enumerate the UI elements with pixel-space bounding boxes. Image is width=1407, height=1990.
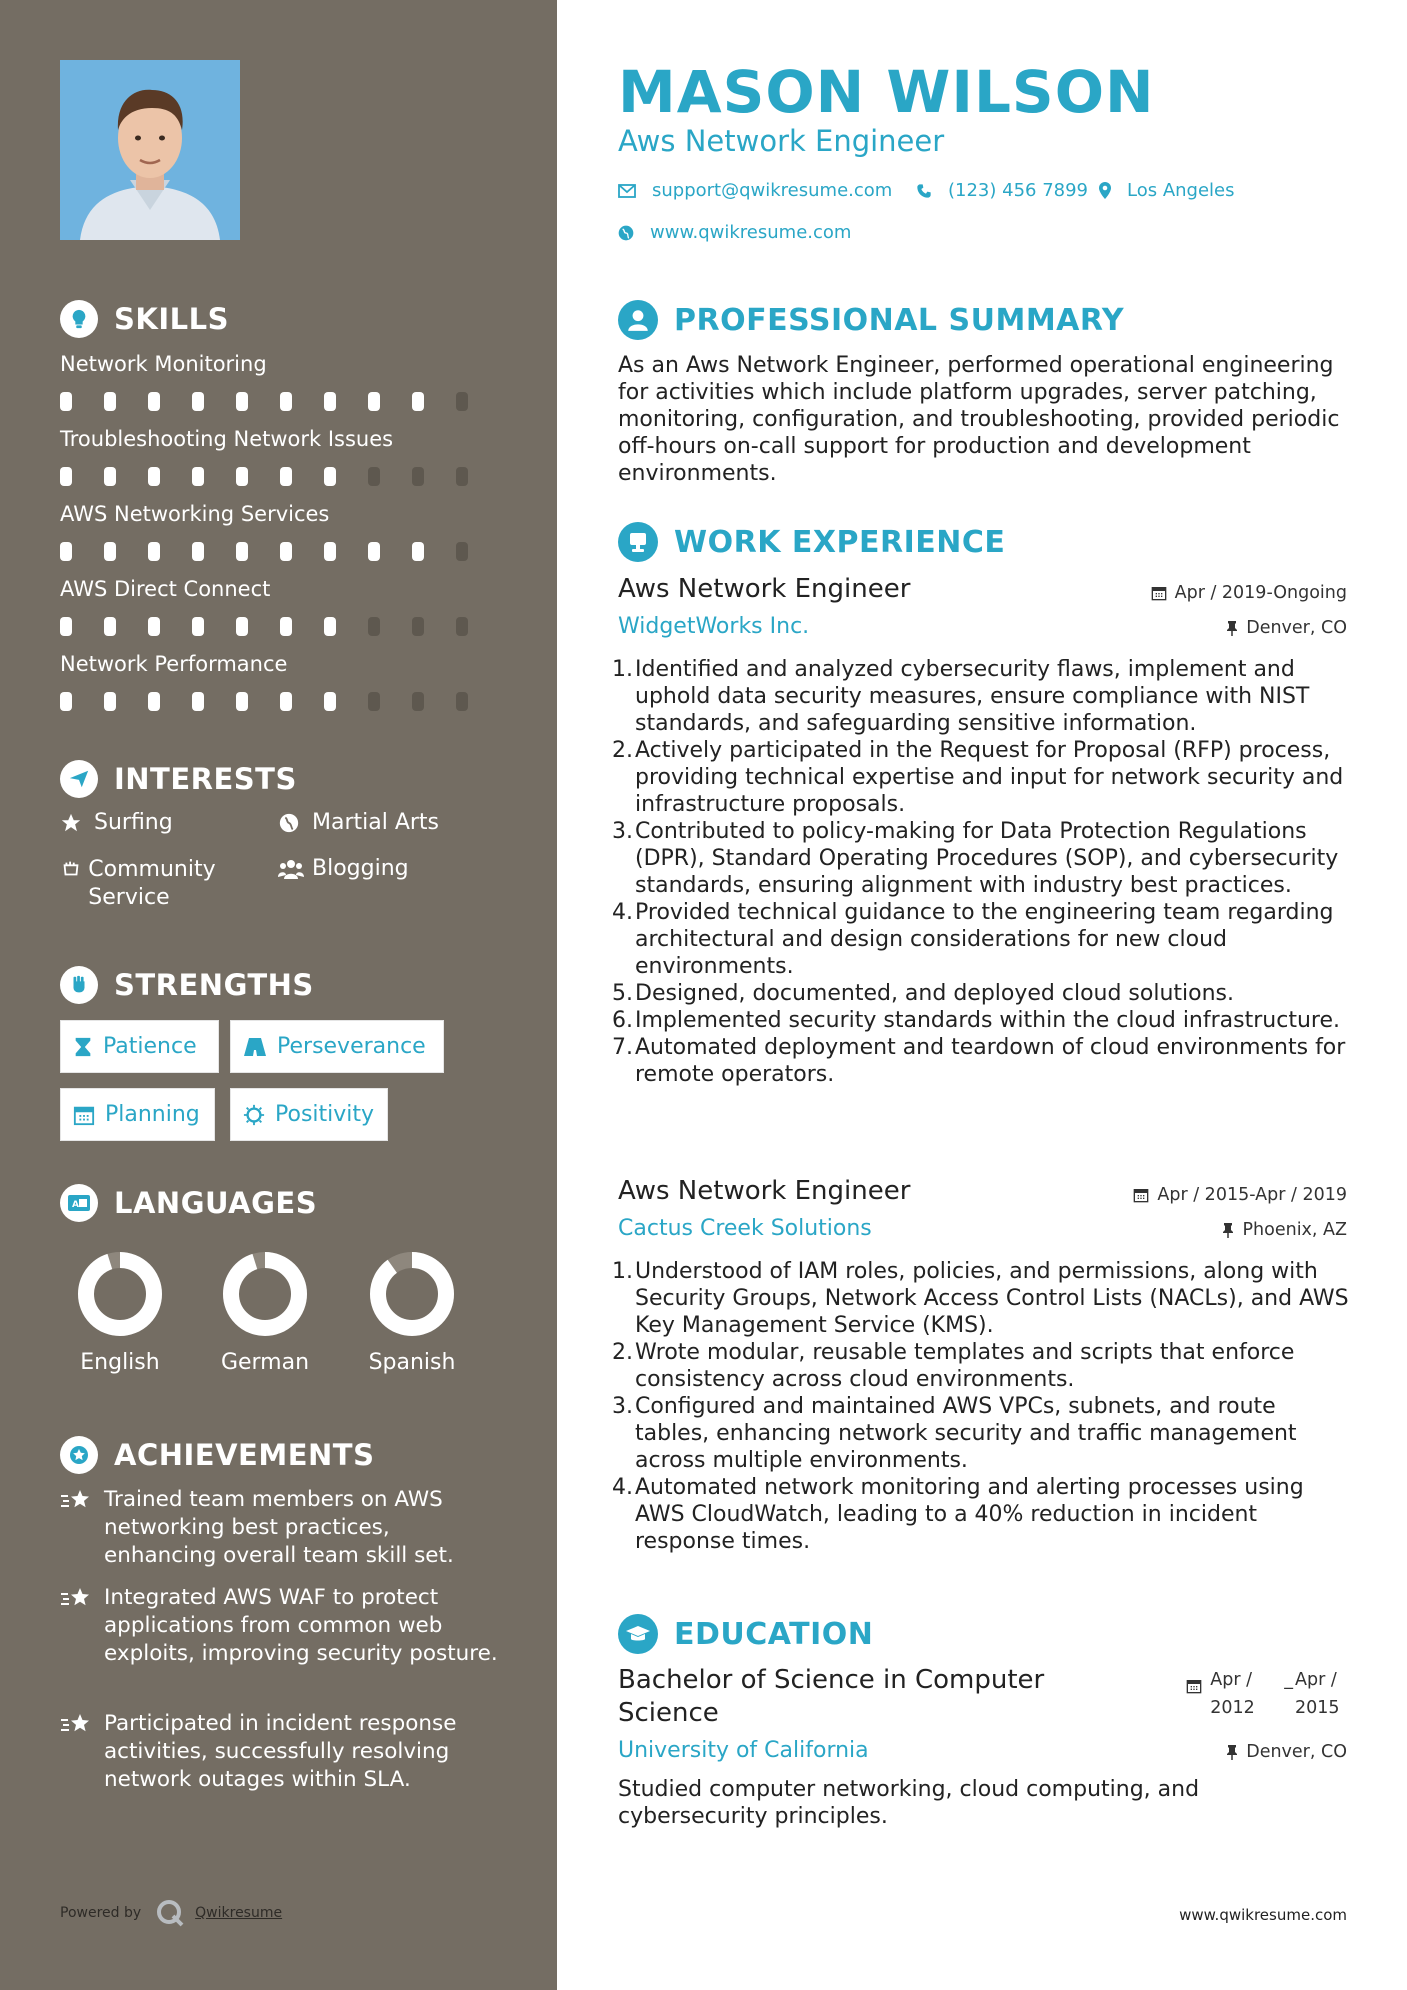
rating-dot — [192, 467, 204, 486]
rating-dot — [412, 692, 424, 711]
bullet-item — [612, 656, 1352, 737]
skill-rating — [60, 692, 500, 711]
skill-rating — [60, 542, 500, 561]
rating-dot — [236, 467, 248, 486]
skill-rating — [60, 392, 500, 411]
language-label: Spanish — [368, 1350, 456, 1375]
rating-dot — [324, 617, 336, 636]
bullet-item — [612, 818, 1352, 899]
calendar-icon — [1186, 1678, 1202, 1694]
users-icon — [278, 858, 306, 880]
award-icon — [60, 1436, 98, 1474]
lightbulb-icon — [60, 300, 98, 338]
skill-item — [60, 652, 500, 711]
pushpin-icon — [1226, 1744, 1238, 1760]
skill-rating — [60, 617, 500, 636]
education-location: Denver, CO — [1226, 1742, 1347, 1762]
rating-dot — [456, 617, 468, 636]
language-level-arc — [86, 1260, 154, 1328]
bullet-number: 3. — [612, 1394, 633, 1419]
company-name: Cactus Creek Solutions — [618, 1216, 872, 1241]
rating-dot — [236, 692, 248, 711]
rating-dot — [148, 617, 160, 636]
achievements-title: ACHIEVEMENTS — [114, 1438, 375, 1472]
rating-dot — [60, 467, 72, 486]
skill-label: AWS Direct Connect — [60, 577, 271, 601]
contact-website[interactable]: www.qwikresume.com — [618, 222, 851, 243]
rating-dot — [280, 692, 292, 711]
education-heading — [618, 1614, 873, 1654]
strength-badge: Perseverance — [230, 1020, 444, 1073]
globe-icon — [278, 812, 306, 834]
rating-dot — [104, 617, 116, 636]
language-label: German — [220, 1350, 310, 1375]
paper-plane-icon — [60, 760, 98, 798]
rating-dot — [280, 392, 292, 411]
candidate-title: Aws Network Engineer — [618, 124, 945, 158]
rating-dot — [324, 692, 336, 711]
job-location: Phoenix, AZ — [1222, 1220, 1347, 1240]
hourglass-icon — [73, 1036, 93, 1058]
language-item — [205, 1250, 325, 1375]
contact-email[interactable]: support@qwikresume.com — [618, 180, 892, 201]
bullet-number: 3. — [612, 819, 633, 844]
rating-dot — [148, 542, 160, 561]
profile-photo — [60, 60, 240, 240]
shooting-star-icon — [60, 1710, 104, 1794]
school-name: University of California — [618, 1738, 869, 1763]
globe-icon — [618, 225, 634, 241]
rating-dot — [412, 542, 424, 561]
powered-by: Powered by Qwikresume — [60, 1898, 282, 1928]
phone-icon — [916, 183, 932, 199]
qwikresume-logo-icon — [155, 1898, 185, 1928]
qwikresume-link[interactable]: Qwikresume — [195, 1905, 283, 1921]
achievement-item: Trained team members on AWS networking best practices, enhancing overall team skill set. — [60, 1486, 500, 1570]
bullet-number: 1. — [612, 657, 633, 682]
rating-dot — [148, 467, 160, 486]
bullet-number: 6. — [612, 1008, 633, 1033]
bullet-text: Provided technical guidance to the engineering team regarding architectural and design considerations for new cloud environments. — [635, 900, 1334, 979]
job-bullets — [612, 656, 1352, 1088]
bullet-item — [612, 980, 1352, 1007]
summary-title: PROFESSIONAL SUMMARY — [674, 302, 1125, 338]
candidate-name: MASON WILSON — [618, 58, 1155, 126]
envelope-icon — [618, 184, 636, 198]
contact-phone[interactable]: (123) 456 7899 — [916, 180, 1088, 201]
interest-item: Surfing — [60, 810, 173, 835]
rating-dot — [236, 392, 248, 411]
bullet-text: Implemented security standards within the cloud infrastructure. — [635, 1008, 1340, 1033]
experience-title: WORK EXPERIENCE — [674, 524, 1006, 560]
rating-dot — [368, 692, 380, 711]
calendar-icon — [1133, 1187, 1149, 1203]
bullet-text: Wrote modular, reusable templates and scripts that enforce consistency across cloud environments. — [635, 1340, 1295, 1392]
bullet-number: 4. — [612, 1475, 633, 1500]
job-bullets — [612, 1258, 1352, 1555]
language-item — [60, 1250, 180, 1375]
interest-item: Blogging — [278, 856, 409, 881]
rating-dot — [104, 542, 116, 561]
rating-dot — [236, 617, 248, 636]
contact-location: Los Angeles — [1099, 180, 1235, 201]
bullet-text: Identified and analyzed cybersecurity flaws, implement and uphold data security measures, ensure compliance with NIST standards, and safeguarding sensitive information. — [635, 657, 1310, 736]
language-level-arc — [378, 1260, 446, 1328]
rating-dot — [412, 467, 424, 486]
calendar-icon — [1151, 585, 1167, 601]
summary-text: As an Aws Network Engineer, performed operational engineering for activities which include platform upgrades, server patching, monitoring, configuration, and troubleshooting, provided periodic off-hours on-call support for production and development environments. — [618, 353, 1340, 486]
skill-label: AWS Networking Services — [60, 502, 330, 526]
rating-dot — [368, 542, 380, 561]
achievements-heading — [60, 1436, 374, 1474]
bullet-item — [612, 737, 1352, 818]
job-dates: Apr / 2015-Apr / 2019 — [1133, 1185, 1347, 1205]
bullet-item — [612, 1034, 1352, 1088]
language-level-ring — [368, 1250, 456, 1338]
rating-dot — [368, 392, 380, 411]
rating-dot — [148, 392, 160, 411]
rating-dot — [192, 692, 204, 711]
bullet-number: 1. — [612, 1259, 633, 1284]
skill-label: Network Performance — [60, 652, 288, 676]
bullet-number: 2. — [612, 1340, 633, 1365]
rating-dot — [456, 467, 468, 486]
sidebar — [0, 0, 557, 1990]
bullet-item — [612, 1007, 1352, 1034]
bullet-text: Actively participated in the Request for Proposal (RFP) process, providing technical expertise and input for network security and infrastructure proposals. — [635, 738, 1344, 817]
bullet-item — [612, 1339, 1352, 1393]
rating-dot — [280, 542, 292, 561]
interest-item: Martial Arts — [278, 810, 439, 835]
company-name: WidgetWorks Inc. — [618, 614, 810, 639]
rating-dot — [324, 467, 336, 486]
bullet-number: 4. — [612, 900, 633, 925]
footer-website[interactable]: www.qwikresume.com — [1179, 1906, 1347, 1924]
svg-text:A: A — [72, 1200, 79, 1210]
map-pin-icon — [1099, 182, 1111, 199]
bullet-item — [612, 1474, 1352, 1555]
rating-dot — [192, 542, 204, 561]
rating-dot — [192, 617, 204, 636]
rating-dot — [456, 392, 468, 411]
skill-rating — [60, 467, 500, 486]
language-item — [352, 1250, 472, 1375]
skill-item — [60, 502, 500, 561]
shooting-star-icon — [60, 1486, 104, 1570]
rating-dot — [368, 617, 380, 636]
pushpin-icon — [1226, 620, 1238, 636]
rating-dot — [192, 392, 204, 411]
rating-dot — [280, 467, 292, 486]
star-icon — [60, 812, 88, 834]
bullet-number: 5. — [612, 981, 633, 1006]
bullet-text: Contributed to policy-making for Data Protection Regulations (DPR), Standard Operating Procedures (SOP), and cybersecurity standards, ensuring alignment with industry best practices. — [635, 819, 1339, 898]
skill-item — [60, 427, 500, 486]
hand-icon — [60, 858, 82, 880]
strengths-heading — [60, 966, 314, 1004]
language-icon — [60, 1184, 98, 1222]
education-text: Studied computer networking, cloud computing, and cybersecurity principles. — [618, 1777, 1200, 1829]
bullet-item — [612, 1258, 1352, 1339]
bullet-item — [612, 1393, 1352, 1474]
sun-icon — [243, 1104, 265, 1126]
summary-heading — [618, 300, 1124, 340]
skills-title: SKILLS — [114, 302, 229, 336]
fist-icon — [60, 966, 98, 1004]
strengths-title: STRENGTHS — [114, 968, 314, 1002]
rating-dot — [412, 392, 424, 411]
rating-dot — [412, 617, 424, 636]
skill-item — [60, 577, 500, 636]
rating-dot — [368, 467, 380, 486]
rating-dot — [324, 392, 336, 411]
pushpin-icon — [1222, 1222, 1234, 1238]
bullet-text: Automated deployment and teardown of cloud environments for remote operators. — [635, 1035, 1346, 1087]
bullet-number: 7. — [612, 1035, 633, 1060]
job-location: Denver, CO — [1226, 618, 1347, 638]
shooting-star-icon — [60, 1584, 104, 1668]
skill-label: Network Monitoring — [60, 352, 267, 376]
bullet-text: Configured and maintained AWS VPCs, subnets, and route tables, enhancing network security and traffic management across multiple environments. — [635, 1394, 1297, 1473]
strength-badge: Patience — [60, 1020, 219, 1073]
degree-title: Bachelor of Science in Computer Science — [618, 1665, 1045, 1728]
bullet-number: 2. — [612, 738, 633, 763]
rating-dot — [104, 692, 116, 711]
road-icon — [243, 1036, 267, 1058]
language-level-ring — [221, 1250, 309, 1338]
job-title: Aws Network Engineer — [618, 1176, 911, 1206]
achievement-item: Integrated AWS WAF to protect applications from common web exploits, improving security posture. — [60, 1584, 500, 1668]
briefcase-icon — [618, 522, 658, 562]
user-icon — [618, 300, 658, 340]
rating-dot — [324, 542, 336, 561]
rating-dot — [280, 617, 292, 636]
rating-dot — [236, 542, 248, 561]
calendar-icon — [73, 1104, 95, 1126]
education-title: EDUCATION — [674, 1616, 874, 1652]
rating-dot — [104, 467, 116, 486]
bullet-text: Designed, documented, and deployed cloud solutions. — [635, 981, 1235, 1006]
rating-dot — [456, 692, 468, 711]
skill-label: Troubleshooting Network Issues — [60, 427, 394, 451]
language-level-ring — [76, 1250, 164, 1338]
rating-dot — [148, 692, 160, 711]
education-dates: Apr / 2012 _ Apr / 2015 — [1186, 1666, 1347, 1722]
rating-dot — [60, 392, 72, 411]
job-title: Aws Network Engineer — [618, 574, 911, 604]
strength-badge: Positivity — [230, 1088, 388, 1141]
language-level-arc — [231, 1260, 299, 1328]
achievement-item: Participated in incident response activities, successfully resolving network outages within SLA. — [60, 1710, 500, 1794]
interest-item: Community Service — [60, 856, 260, 912]
skills-heading — [60, 300, 229, 338]
rating-dot — [60, 692, 72, 711]
rating-dot — [104, 392, 116, 411]
interests-title: INTERESTS — [114, 762, 297, 796]
skill-item — [60, 352, 500, 411]
graduation-cap-icon — [618, 1614, 658, 1654]
rating-dot — [60, 542, 72, 561]
bullet-text: Automated network monitoring and alerting processes using AWS CloudWatch, leading to a 40% reduction in incident response times. — [635, 1475, 1304, 1554]
interests-heading — [60, 760, 297, 798]
rating-dot — [456, 542, 468, 561]
languages-title: LANGUAGES — [114, 1186, 318, 1220]
languages-heading — [60, 1184, 317, 1222]
rating-dot — [60, 617, 72, 636]
job-dates: Apr / 2019-Ongoing — [1151, 583, 1347, 603]
experience-heading — [618, 522, 1005, 562]
bullet-item — [612, 899, 1352, 980]
bullet-text: Understood of IAM roles, policies, and permissions, along with Security Groups, Network Access Control Lists (NACLs), and AWS Key Management Service (KMS). — [635, 1259, 1349, 1338]
language-label: English — [80, 1350, 160, 1375]
strength-badge: Planning — [60, 1088, 215, 1141]
